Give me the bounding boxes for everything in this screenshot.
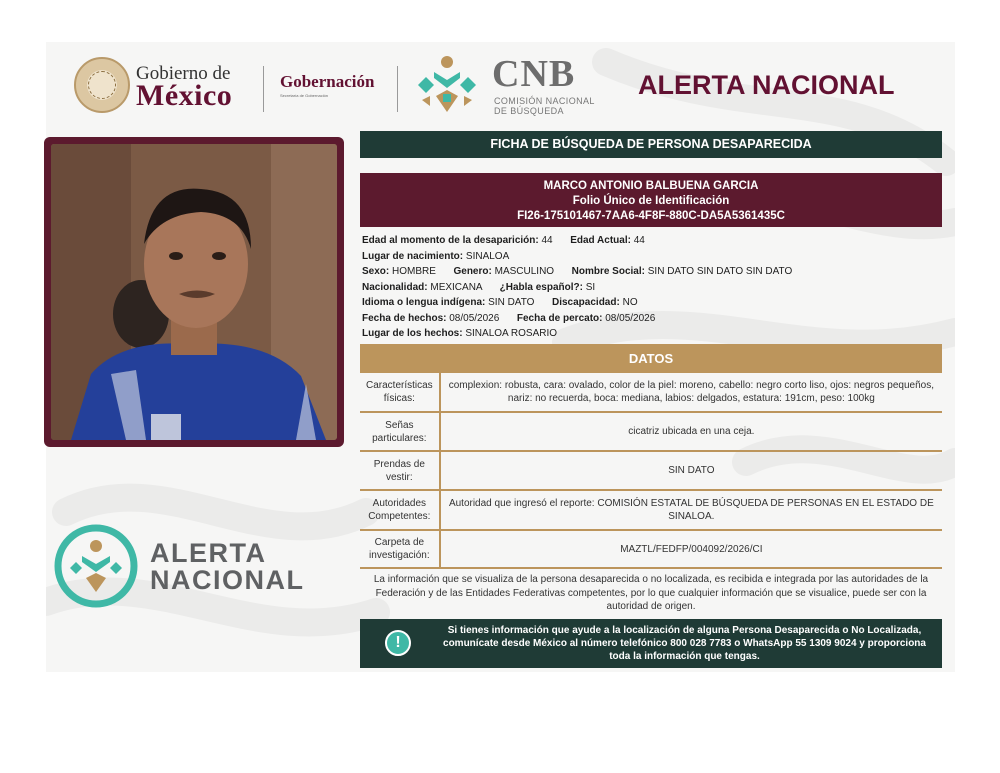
contact-alert-text: Si tienes información que ayude a la localización de alguna Persona Desaparecida o No Localizada, comunícate desde México al número telefónico 800 028 7783 o WhatsApp 55 1309 9024 y proporciona toda la información que tengas. <box>443 625 926 662</box>
disclaimer-text: La información que se visualiza de la persona desaparecida o no localizada, es recibida e integrada por las autoridades de la Federación y de las Entidades Federativas competentes, por lo que cualquier información que se visualice, puede ser con la autoridad de origen. <box>373 574 929 612</box>
edad-desaparicion-label: Edad al momento de la desaparición: <box>362 235 539 246</box>
ficha-title-bar: FICHA DE BÚSQUEDA DE PERSONA DESAPARECIDA <box>360 131 942 158</box>
nacional-word: NACIONAL <box>150 565 305 595</box>
person-portrait-illustration <box>51 144 337 440</box>
datos-table <box>360 373 942 569</box>
discapacidad-value: NO <box>622 297 638 308</box>
idioma-value: SIN DATO <box>488 297 535 308</box>
exclamation-icon: ! <box>385 630 411 656</box>
nombre-social-label: Nombre Social: <box>571 266 645 277</box>
habla-espanol-value: SI <box>585 281 596 293</box>
info-row-fechas <box>362 311 942 327</box>
edad-desaparicion-value: 44 <box>541 235 553 246</box>
contact-alert-box <box>360 619 942 668</box>
fecha-percato-value: 08/05/2026 <box>605 312 656 324</box>
cnb-text: CNB <box>492 53 576 95</box>
info-row-lugar-hechos <box>362 326 942 342</box>
datos-value: SIN DATO <box>440 451 942 490</box>
alerta-nacional-title: ALERTA NACIONAL <box>638 70 895 100</box>
edad-actual-value: 44 <box>633 235 645 246</box>
person-name-bar <box>360 173 942 227</box>
cnb-emblem-icon <box>412 50 482 120</box>
folio-number: FI26-175101467-7AA6-4F8F-880C-DA5A5361435C <box>517 210 785 222</box>
header-divider <box>263 66 264 112</box>
sexo-value: HOMBRE <box>392 266 436 277</box>
gobierno-de-mexico-logo <box>74 57 254 115</box>
table-row <box>360 412 942 451</box>
info-row-sexo <box>362 264 942 280</box>
fecha-hechos-label: Fecha de hechos: <box>362 312 447 324</box>
person-info <box>362 233 942 342</box>
gobernacion-subtitle: Secretaría de Gobernación <box>280 93 329 98</box>
lugar-nacimiento-label: Lugar de nacimiento: <box>362 250 464 262</box>
missing-person-photo <box>51 144 337 440</box>
table-row <box>360 373 942 412</box>
lugar-nacimiento-value: SINALOA <box>465 250 510 262</box>
edad-actual-label: Edad Actual: <box>570 235 631 246</box>
cnb-subtitle <box>494 96 595 116</box>
sexo-label: Sexo: <box>362 266 390 277</box>
folio-label: Folio Único de Identificación <box>572 195 730 207</box>
datos-header: DATOS <box>360 344 942 373</box>
lugar-hechos-value: SINALOA ROSARIO <box>465 328 558 339</box>
datos-value: complexion: robusta, cara: ovalado, color de la piel: moreno, cabello: negro corto liso, ojos: negros pequeños, nariz: no recuerda, boca: mediana, labios: delgados, estatura: 191cm, peso: 100kg <box>440 373 942 412</box>
genero-value: MASCULINO <box>494 266 555 277</box>
genero-label: Genero: <box>453 266 492 277</box>
datos-value: Autoridad que ingresó el reporte: COMISIÓN ESTATAL DE BÚSQUEDA DE PERSONAS EN EL ESTADO DE SINALOA. <box>440 490 942 530</box>
datos-label: Prendas de vestir: <box>360 451 440 490</box>
alerta-nacional-logo-text <box>150 540 305 594</box>
nombre-social-value: SIN DATO SIN DATO SIN DATO <box>647 266 793 277</box>
info-row-nacimiento <box>362 249 942 265</box>
info-row-edad <box>362 233 942 249</box>
cnb-subtitle-line1: COMISIÓN NACIONAL <box>494 96 595 106</box>
nacionalidad-value: MEXICANA <box>430 281 483 293</box>
alerta-word: ALERTA <box>150 538 267 568</box>
datos-label: Señas particulares: <box>360 412 440 451</box>
info-row-idioma <box>362 295 942 311</box>
datos-value: MAZTL/FEDFP/004092/2026/CI <box>440 530 942 568</box>
idioma-label: Idioma o lengua indígena: <box>362 297 486 308</box>
nacionalidad-label: Nacionalidad: <box>362 281 428 293</box>
cnb-subtitle-line2: DE BÚSQUEDA <box>494 106 564 116</box>
gobierno-de-text: Gobierno de <box>136 63 231 84</box>
habla-espanol-label: ¿Habla español?: <box>499 281 583 293</box>
mexico-text: México <box>136 79 233 112</box>
datos-label: Autoridades Competentes: <box>360 490 440 530</box>
person-name: MARCO ANTONIO BALBUENA GARCIA <box>543 180 759 192</box>
datos-label: Carpeta de investigación: <box>360 530 440 568</box>
info-row-nacionalidad <box>362 280 942 296</box>
header-divider <box>397 66 398 112</box>
fecha-percato-label: Fecha de percato: <box>516 312 603 324</box>
table-row <box>360 490 942 530</box>
datos-value: cicatriz ubicada en una ceja. <box>440 412 942 451</box>
discapacidad-label: Discapacidad: <box>552 297 620 308</box>
alerta-nacional-logo-icon <box>54 524 138 608</box>
photo-frame <box>44 137 344 447</box>
fecha-hechos-value: 08/05/2026 <box>449 312 500 324</box>
table-row <box>360 530 942 568</box>
national-seal-icon <box>74 57 130 113</box>
datos-label: Características físicas: <box>360 373 440 412</box>
gobernacion-logo-text: Gobernación <box>280 72 375 91</box>
lugar-hechos-label: Lugar de los hechos: <box>362 328 463 339</box>
table-row <box>360 451 942 490</box>
